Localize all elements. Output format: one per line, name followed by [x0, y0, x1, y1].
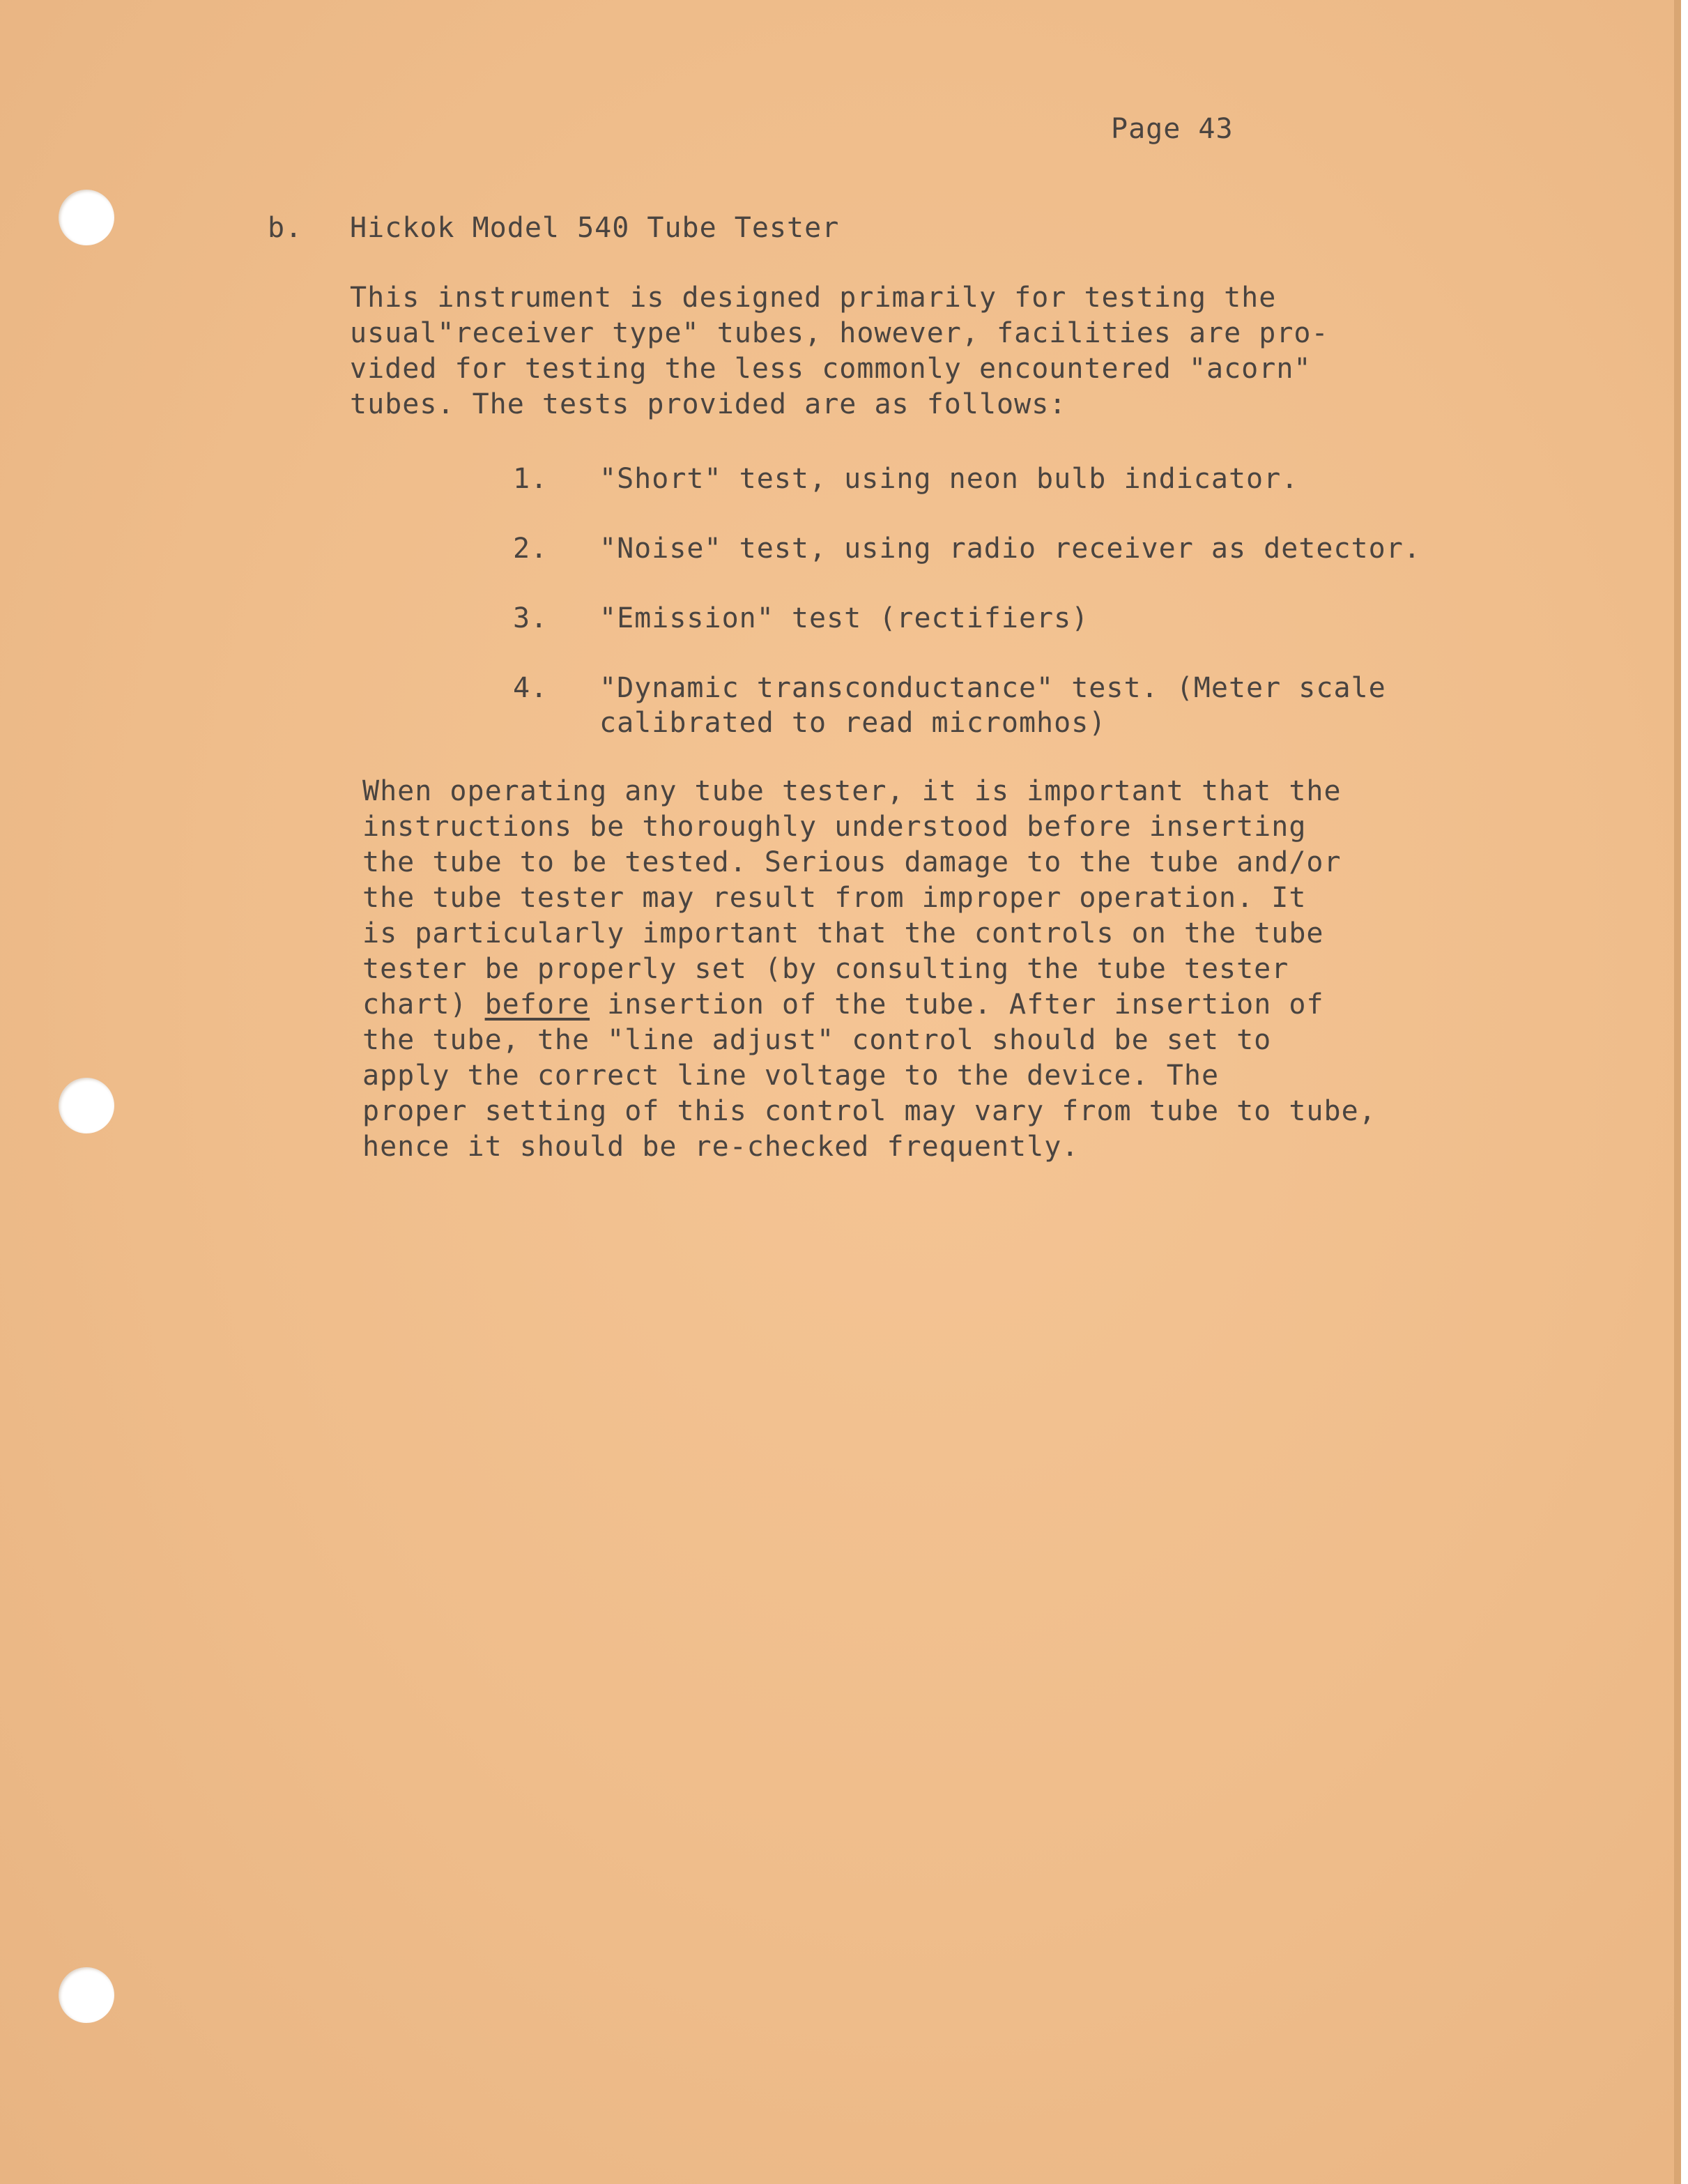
section-title: Hickok Model 540 Tube Tester: [350, 212, 840, 244]
intro-line: usual"receiver type" tubes, however, facilities are pro-: [350, 317, 1329, 349]
test-text: "Dynamic transconductance" test. (Meter scale: [599, 672, 1386, 704]
body-line: When operating any tube tester, it is important that the: [362, 775, 1342, 807]
body-line: [362, 987, 1376, 1023]
body-line: the tube to be tested. Serious damage to the tube and/or: [362, 846, 1342, 878]
body-line: hence it should be re-checked frequently.: [362, 1131, 1080, 1163]
test-number: 4.: [513, 672, 548, 704]
body-line: instructions be thoroughly understood before inserting: [362, 811, 1307, 843]
test-number: 1.: [513, 463, 548, 495]
test-item: [513, 671, 1386, 740]
body-line: the tube, the "line adjust" control should be set to: [362, 1024, 1272, 1056]
body-paragraph: [362, 774, 1376, 1165]
test-item: [513, 531, 1421, 566]
test-item: [513, 601, 1089, 636]
test-item: [513, 461, 1298, 496]
punch-hole-middle: [59, 1078, 114, 1133]
page-edge: [1674, 0, 1681, 2184]
test-number: 2.: [513, 533, 548, 565]
intro-line: tubes. The tests provided are as follows:: [350, 388, 1067, 420]
body-line: tester be properly set (by consulting the tube tester: [362, 953, 1289, 985]
body-line: apply the correct line voltage to the device. The: [362, 1060, 1220, 1092]
underlined-emphasis: before: [484, 988, 590, 1021]
punch-hole-top: [59, 190, 114, 245]
body-line: the tube tester may result from improper operation. It: [362, 882, 1307, 914]
intro-paragraph: [350, 280, 1329, 422]
section-marker: b.: [268, 212, 303, 244]
punch-hole-bottom: [59, 1967, 114, 2023]
test-text: "Noise" test, using radio receiver as detector.: [599, 533, 1421, 565]
intro-line: This instrument is designed primarily for testing the: [350, 282, 1277, 314]
test-text: "Short" test, using neon bulb indicator.: [599, 463, 1299, 495]
page-number: Page 43: [1111, 113, 1234, 145]
body-text: chart): [362, 988, 485, 1021]
test-number: 3.: [513, 602, 548, 634]
body-line: proper setting of this control may vary from tube to tube,: [362, 1095, 1376, 1127]
body-text: insertion of the tube. After insertion of: [590, 988, 1324, 1021]
test-text: "Emission" test (rectifiers): [599, 602, 1089, 634]
body-line: is particularly important that the controls on the tube: [362, 917, 1324, 949]
intro-line: vided for testing the less commonly encountered "acorn": [350, 353, 1312, 385]
test-text-continued: calibrated to read micromhos): [599, 707, 1107, 739]
